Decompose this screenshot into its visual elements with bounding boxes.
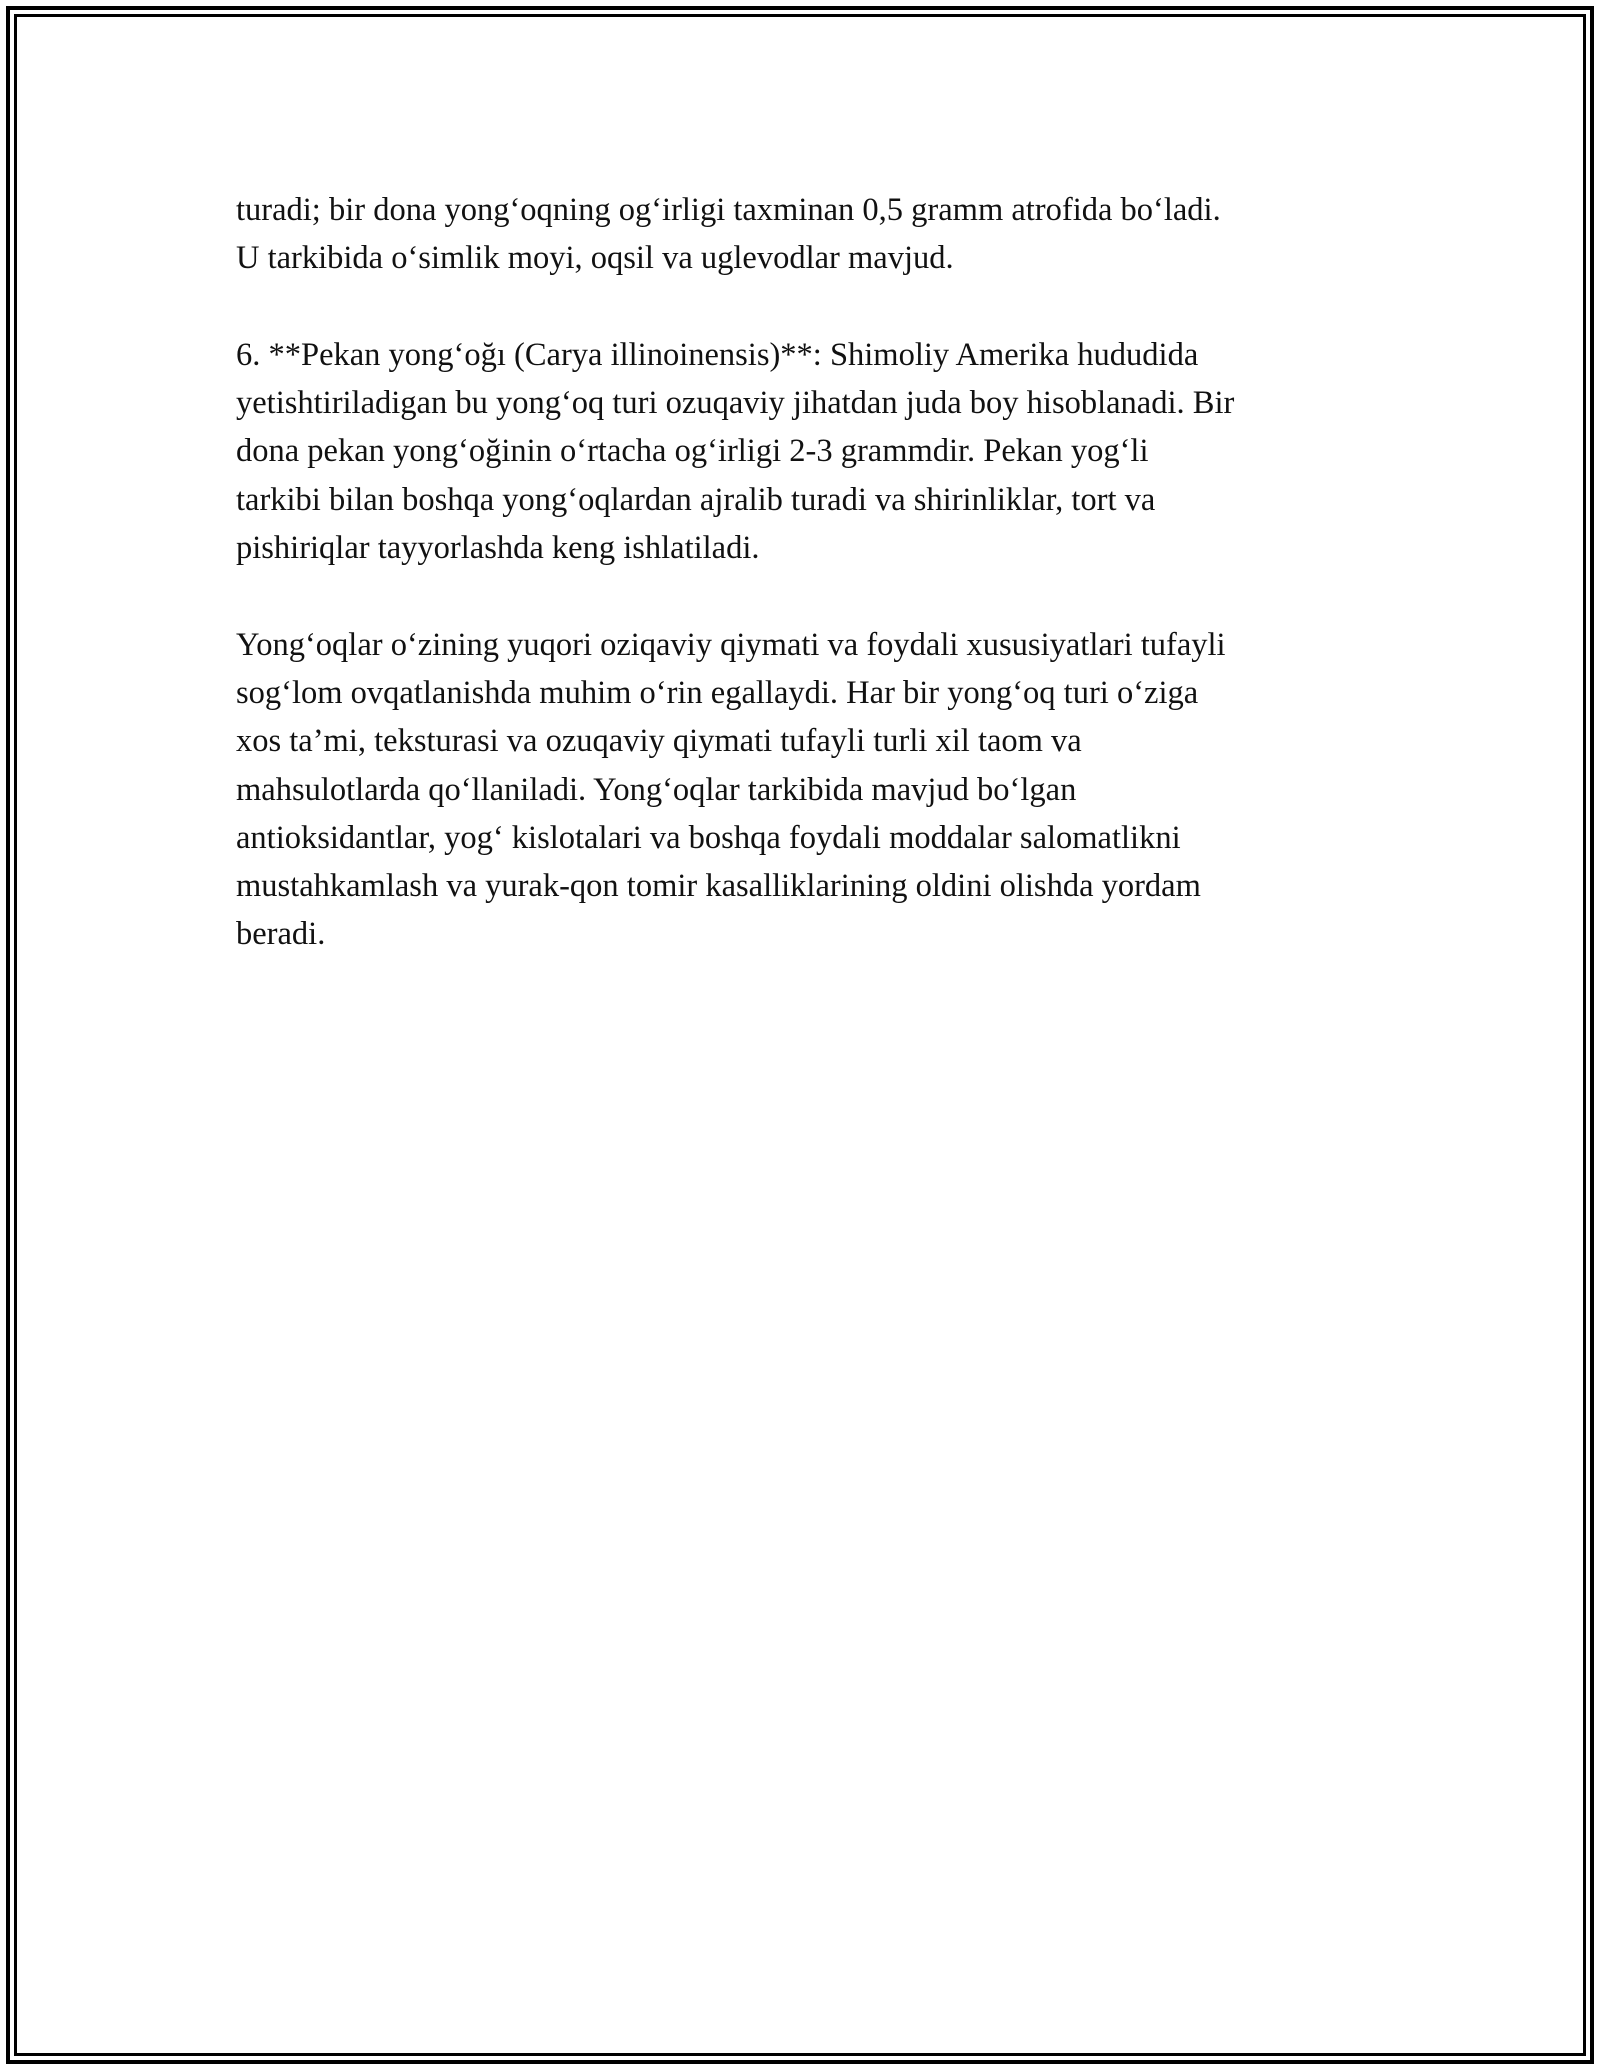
text-line: xos ta’mi, teksturasi va ozuqaviy qiymati tufayli turli xil taom va — [236, 723, 1082, 760]
text-line: U tarkibida o‘simlik moyi, oqsil va uglevodlar mavjud. — [236, 240, 954, 277]
text-line: Yong‘oqlar o‘zining yuqori oziqaviy qiymati va foydali xususiyatlari tufayli — [236, 626, 1226, 663]
text-line: pishiriqlar tayyorlashda keng ishlatiladi. — [236, 530, 760, 567]
paragraph-nut-weight — [236, 186, 1376, 283]
text-line: sog‘lom ovqatlanishda muhim o‘rin egallaydi. Har bir yong‘oq turi o‘ziga — [236, 674, 1199, 711]
text-line: 6. **Pekan yong‘oğı (Carya illinoinensis)**: Shimoliy Amerika hududida — [236, 336, 1199, 373]
text-line: antioksidantlar, yog‘ kislotalari va boshqa foydali moddalar salomatlikni — [236, 819, 1181, 856]
text-line: mahsulotlarda qo‘llaniladi. Yong‘oqlar tarkibida mavjud bo‘lgan — [236, 771, 1077, 808]
text-line: yetishtiriladigan bu yong‘oq turi ozuqaviy jihatdan juda boy hisoblanadi. Bir — [236, 385, 1235, 422]
paragraph-pecan — [236, 331, 1376, 572]
document-body — [236, 186, 1376, 1007]
text-line: beradi. — [236, 916, 326, 953]
text-line: mustahkamlash va yurak-qon tomir kasalliklarining oldini olishda yordam — [236, 868, 1201, 905]
text-line: turadi; bir dona yong‘oqning og‘irligi taxminan 0,5 gramm atrofida bo‘ladi. — [236, 192, 1221, 228]
text-line: tarkibi bilan boshqa yong‘oqlardan ajralib turadi va shirinliklar, tort va — [236, 481, 1156, 518]
paragraph-conclusion — [236, 621, 1376, 959]
text-line: dona pekan yong‘oğinin o‘rtacha og‘irligi 2-3 grammdir. Pekan yog‘li — [236, 433, 1149, 470]
